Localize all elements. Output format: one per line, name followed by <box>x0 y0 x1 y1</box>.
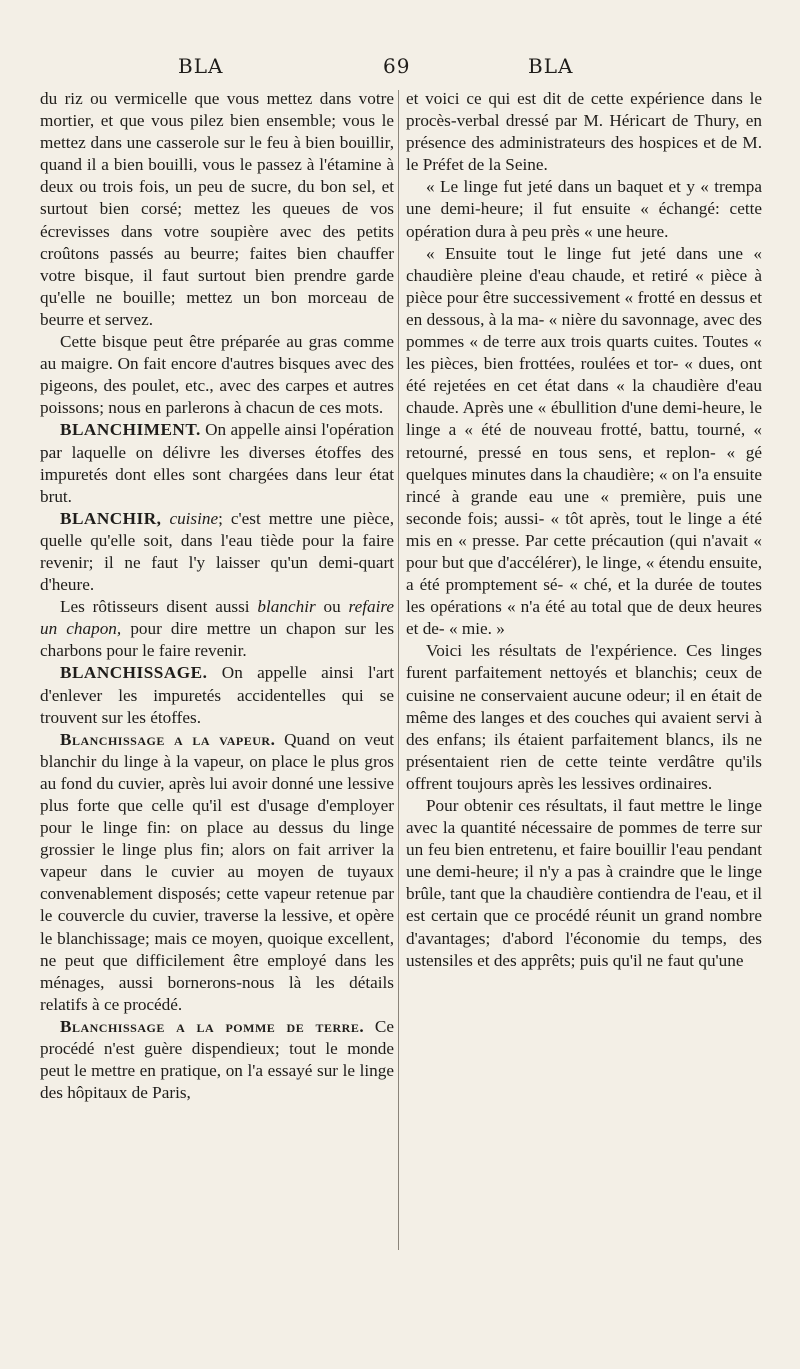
header-left-word: BLA <box>178 54 224 78</box>
subhead-vapeur: Blanchissage a la vapeur. <box>60 729 276 749</box>
quote-paragraph-2: « Ensuite tout le linge fut jeté dans une « chaudière pleine d'eau chaude, et retiré « pièce à pièce pour être successivement « frotté en dessus et en dessous, à la ma- « nière du savonnage, avec des pommes « de terre aux trois quarts cuites. Toutes « les pièces, bien frottées, roulées et tor- « dues, ont été rejetées en cet état dans « la chaudière d'eau chaude. Après une « ébullition d'une demi-heure, le linge a « été de nouveau frotté, battu, tourné, « retourné, pressé en tous sens, et replon- « gé quelques minutes dans la chaudière; « on l'a ensuite rincé à grande eau une « première, puis une seconde fois; aussi- « tôt après, tout le linge a été mis en « presse. Par cette précaution (qui n'avait « pour but que d'accélérer), le linge, « étendu ensuite, a été promptement sé- « ché, et la durée de toutes les opérations « n'a été au total que de deux heures et de- « mie. » <box>406 243 762 639</box>
rotisseurs-term-refaire: refaire un chapon, <box>40 597 395 639</box>
entry-blanchissage-pomme <box>40 1016 394 1104</box>
page-number: 69 <box>383 54 411 78</box>
subhead-pomme-de-terre: Blanchissage a la pomme de terre. <box>60 1016 365 1036</box>
entry-head-blanchissage: BLANCHISSAGE. <box>60 663 208 683</box>
text-pomme-de-terre: Ce procédé n'est guère dispendieux; tout le monde peut le mettre en pratique, on l'a essayé sur le linge des hôpitaux de Paris, <box>40 1016 395 1103</box>
left-column <box>40 88 394 1104</box>
entry-blanchir <box>40 508 394 596</box>
bisque-recipe-paragraph: du riz ou vermicelle que vous mettez dans votre mortier, et que vous pilez bien ensemble; vous le mettez dans une casserole sur le feu à bien bouillir, quand il a bien bouilli, vous le passez à l'étamine à deux ou trois fois, un peu de sucre, du bon sel, et surtout bien corsé; mettez les queues de vos écrevisses dans votre soupière avec des petits croûtons passés au beurre; faites bien chauffer votre bisque, il faut surtout bien prendre garde qu'elle ne bouille; mettez un bon morceau de beurre et servez. <box>40 89 394 329</box>
rotisseurs-paragraph <box>40 596 394 662</box>
entry-text-blanchiment: On appelle ainsi l'opération par laquelle on délivre les diverses étoffes des impuretés dont elles sont chargées dans leur état brut. <box>40 420 394 506</box>
entry-blanchissage-vapeur <box>40 729 394 1016</box>
text-vapeur: Quand on veut blanchir du linge à la vapeur, on place le plus gros au fond du cuvier, après lui avoir donné une lessive plus forte que celle qu'il est d'usage d'employer pour le linge fin: on place au dessus du linge grossier le linge plus fin; alors on fait arriver la vapeur dans le cuvier au moyen de tuyaux convenablement disposés; cette vapeur retenue par le couvercle du cuvier, traverse la lessive, et opère le blanchissage; mais ce moyen, quoique excellent, ne peut que difficilement être employé dans les ménages, aussi bornerons-nous là les détails relatifs à ce procédé. <box>40 729 395 1014</box>
entry-head-blanchir: BLANCHIR, <box>60 508 162 528</box>
column-divider <box>398 90 399 1250</box>
proces-verbal-intro: et voici ce qui est dit de cette expérience dans le procès-verbal dressé par M. Héricart de Thury, en présence des administrateurs des hospices et de M. le Préfet de la Seine. <box>406 89 762 175</box>
right-column <box>406 88 762 972</box>
header-right-word: BLA <box>528 54 574 78</box>
results-paragraph: Voici les résultats de l'expérience. Ces linges furent parfaitement nettoyés et blanchis; ceux de cuisine ne conservaient aucune odeur; il en était de même des langes et des couches qui avaient servi à des enfans; ils étaient parfaitement blancs, ils ne présentaient rien de cette teinte verdâtre qu'ils offrent toujours après les lessives ordinaires. <box>406 641 762 793</box>
entry-text-blanchissage: On appelle ainsi l'art d'enlever les impuretés accidentelles qui se trouvent sur les étoffes. <box>40 663 395 727</box>
entry-label-cuisine: cuisine <box>169 508 219 528</box>
quote-paragraph-1: « Le linge fut jeté dans un baquet et y « trempa une demi-heure; il fut ensuite « échangé: cette opération dura à peu près « une heure. <box>406 177 762 241</box>
rotisseurs-term-blanchir: blanchir <box>257 597 316 617</box>
entry-blanchissage <box>40 662 394 728</box>
running-header <box>0 54 800 84</box>
rotisseurs-text-c: pour dire mettre un chapon sur les charbons pour le faire revenir. <box>40 619 395 661</box>
entry-head-blanchiment: BLANCHIMENT. <box>60 420 201 440</box>
rotisseurs-text-b: ou <box>323 597 341 617</box>
method-paragraph: Pour obtenir ces résultats, il faut mettre le linge avec la quantité nécessaire de pommes de terre sur un feu bien entretenu, et faire bouillir l'eau pendant une demi-heure; il n'y a pas à craindre que le linge brûle, tant que la chaudière contiendra de l'eau, et il est certain que ce procédé réunit un grand nombre d'avantages; d'abord l'économie du temps, des ustensiles et des apprêts; puis qu'il ne faut qu'une <box>406 796 762 970</box>
entry-blanchiment <box>40 419 394 507</box>
entry-text-blanchir: ; c'est mettre une pièce, quelle qu'elle soit, dans l'eau tiède pour la faire revenir; il ne faut l'y laisser qu'un demi-quart d'heure. <box>40 508 394 595</box>
rotisseurs-text-a: Les rôtisseurs disent aussi <box>60 597 250 617</box>
bisque-variants-paragraph: Cette bisque peut être préparée au gras comme au maigre. On fait encore d'autres bisques avec des pigeons, des poulet, etc., avec des carpes et autres poissons; nous en parlerons à chacun de ces mots. <box>40 332 394 418</box>
